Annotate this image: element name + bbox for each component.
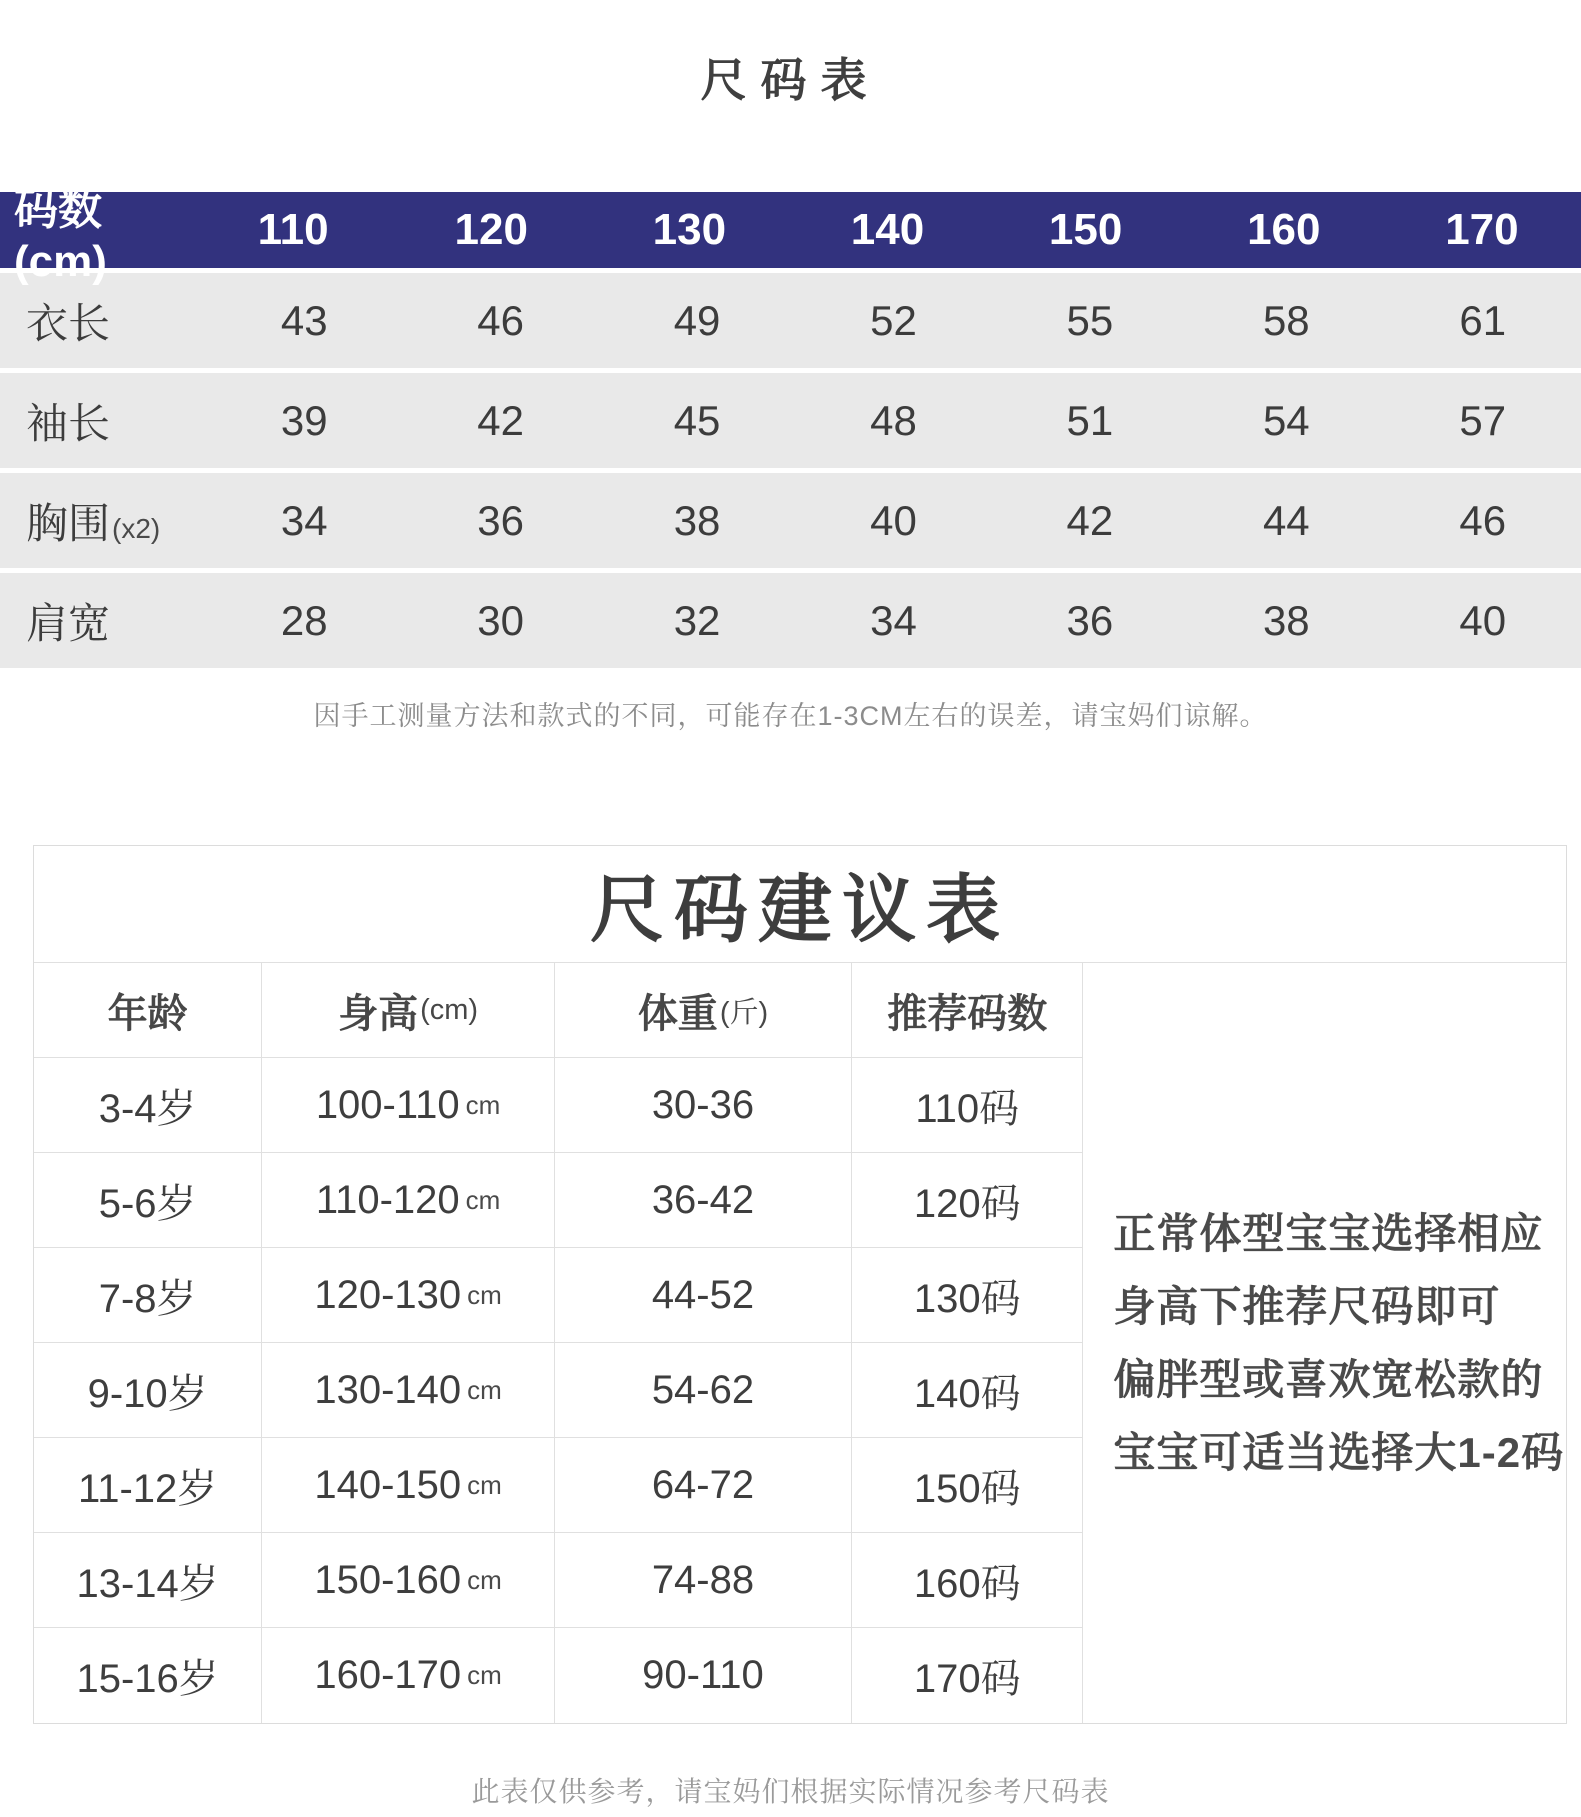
measurement-value-cell: 38 <box>673 496 721 544</box>
height-cell <box>262 1058 555 1153</box>
age-cell: 3-4岁 <box>34 1058 262 1153</box>
measurement-value-cell: 57 <box>1459 396 1507 444</box>
weight-cell: 90-110 <box>555 1628 852 1723</box>
measurement-row-label <box>0 591 206 651</box>
height-cell <box>262 1438 555 1533</box>
suggestion-table-title: 尺码建议表 <box>34 846 1566 963</box>
size-header-cell: 110 <box>257 205 329 254</box>
measurement-label-text: 胸围 <box>26 499 111 547</box>
column-header-unit: (cm) <box>420 993 479 1026</box>
measurement-row <box>0 473 1581 568</box>
height-unit: cm <box>465 1089 501 1120</box>
size-header-cell: 120 <box>454 205 528 254</box>
measurement-value-cell: 51 <box>1066 396 1114 444</box>
page-title: 尺码表 <box>700 54 881 106</box>
recommended-size-cell: 160码 <box>852 1533 1083 1628</box>
column-header-unit: (斤) <box>719 996 769 1029</box>
measurement-value-cell: 48 <box>870 396 917 444</box>
measurement-value-cell: 36 <box>1066 596 1114 644</box>
measurement-value-cell: 34 <box>280 496 328 544</box>
measurement-row-label <box>0 491 206 551</box>
height-unit: cm <box>465 1184 501 1215</box>
measurement-value-cell: 32 <box>673 596 721 644</box>
height-unit: cm <box>467 1469 502 1500</box>
suggestion-table-grid <box>34 963 1566 1723</box>
height-value: 110-120 <box>315 1177 460 1222</box>
age-cell: 15-16岁 <box>34 1628 262 1723</box>
weight-cell: 44-52 <box>555 1248 852 1343</box>
height-cell <box>262 1628 555 1723</box>
height-cell <box>262 1533 555 1628</box>
measurement-value-cell: 46 <box>477 296 524 344</box>
height-cell <box>262 1343 555 1438</box>
measurement-value-cell: 45 <box>673 396 721 444</box>
size-header-cell: 150 <box>1048 205 1123 254</box>
weight-cell: 54-62 <box>555 1343 852 1438</box>
measurement-value-cell: 40 <box>1459 596 1507 644</box>
side-note <box>1083 963 1566 1723</box>
measurement-value-cell: 49 <box>673 296 721 344</box>
measurement-row <box>0 273 1581 368</box>
height-unit: cm <box>467 1279 502 1310</box>
measurement-value-cell: 52 <box>870 296 917 344</box>
measurement-row <box>0 573 1581 668</box>
side-note-line: 身高下推荐尺码即可 <box>1113 1283 1501 1330</box>
suggestion-column-header <box>852 963 1083 1058</box>
age-cell: 7-8岁 <box>34 1248 262 1343</box>
recommended-size-cell: 140码 <box>852 1343 1083 1438</box>
height-value: 150-160 <box>314 1557 462 1602</box>
recommended-size-cell: 150码 <box>852 1438 1083 1533</box>
column-header-text: 年龄 <box>107 991 188 1036</box>
size-header-cell: 160 <box>1247 205 1321 254</box>
measurement-row-label <box>0 291 206 351</box>
age-cell: 13-14岁 <box>34 1533 262 1628</box>
height-value: 100-110 <box>315 1082 460 1127</box>
weight-cell: 30-36 <box>555 1058 852 1153</box>
measurement-label-text: 袖长 <box>26 399 111 447</box>
measurement-label-suffix: (x2) <box>112 512 161 544</box>
suggestion-column-header <box>34 963 262 1058</box>
measure-note: 因手工测量方法和款式的不同，可能存在1-3CM左右的误差，请宝妈们谅解。 <box>313 701 1268 731</box>
side-note-line: 偏胖型或喜欢宽松款的 <box>1113 1356 1544 1403</box>
measurement-value-cell: 44 <box>1262 496 1310 544</box>
measurement-value-cell: 55 <box>1066 296 1114 344</box>
weight-cell: 36-42 <box>555 1153 852 1248</box>
measurement-label-text: 衣长 <box>26 299 111 347</box>
measurement-value-cell: 43 <box>280 296 328 344</box>
measurement-row-label <box>0 391 206 451</box>
column-header-text: 体重 <box>637 991 718 1036</box>
recommended-size-cell: 130码 <box>852 1248 1083 1343</box>
age-cell: 11-12岁 <box>34 1438 262 1533</box>
suggestion-column-header <box>262 963 555 1058</box>
recommended-size-cell: 110码 <box>852 1058 1083 1153</box>
height-cell <box>262 1153 555 1248</box>
measurement-value-cell: 58 <box>1262 296 1310 344</box>
height-value: 120-130 <box>314 1272 462 1317</box>
column-header-text: 身高 <box>338 991 419 1036</box>
side-note-line: 宝宝可适当选择大1-2码 <box>1113 1429 1565 1476</box>
measurement-label-text: 肩宽 <box>26 599 111 647</box>
measurement-value-cell: 39 <box>280 396 328 444</box>
suggestion-column-header <box>555 963 852 1058</box>
size-table-header-row <box>0 185 1581 286</box>
measurement-value-cell: 46 <box>1459 496 1507 544</box>
measurement-value-cell: 30 <box>477 596 524 644</box>
measurement-value-cell: 28 <box>280 596 328 644</box>
age-cell: 9-10岁 <box>34 1343 262 1438</box>
height-value: 130-140 <box>314 1367 462 1412</box>
measurement-value-cell: 42 <box>477 396 524 444</box>
measurement-row <box>0 373 1581 468</box>
measurement-value-cell: 34 <box>870 596 917 644</box>
age-cell: 5-6岁 <box>34 1153 262 1248</box>
size-header-cell: 170 <box>1445 205 1519 254</box>
height-unit: cm <box>467 1660 502 1690</box>
weight-cell: 64-72 <box>555 1438 852 1533</box>
size-header-cell: 140 <box>850 205 925 254</box>
size-table <box>0 185 1581 668</box>
measurement-value-cell: 54 <box>1262 396 1310 444</box>
reference-note: 此表仅供参考，请宝妈们根据实际情况参考尺码表 <box>471 1776 1110 1807</box>
measurement-value-cell: 61 <box>1459 296 1507 344</box>
size-header-label: 码数(cm) <box>14 185 107 286</box>
measurement-value-cell: 42 <box>1066 496 1114 544</box>
height-cell <box>262 1248 555 1343</box>
height-value: 160-170 <box>314 1653 462 1697</box>
size-header-cell: 130 <box>652 205 727 254</box>
measurement-value-cell: 38 <box>1262 596 1310 644</box>
measurement-value-cell: 40 <box>870 496 917 544</box>
weight-cell: 74-88 <box>555 1533 852 1628</box>
recommended-size-cell: 120码 <box>852 1153 1083 1248</box>
side-note-line: 正常体型宝宝选择相应 <box>1113 1210 1544 1257</box>
height-unit: cm <box>467 1374 502 1405</box>
height-value: 140-150 <box>314 1462 462 1507</box>
column-header-text: 推荐码数 <box>887 991 1048 1036</box>
recommended-size-cell: 170码 <box>852 1628 1083 1723</box>
measurement-value-cell: 36 <box>477 496 524 544</box>
suggestion-table <box>33 845 1567 1724</box>
height-unit: cm <box>467 1564 502 1595</box>
